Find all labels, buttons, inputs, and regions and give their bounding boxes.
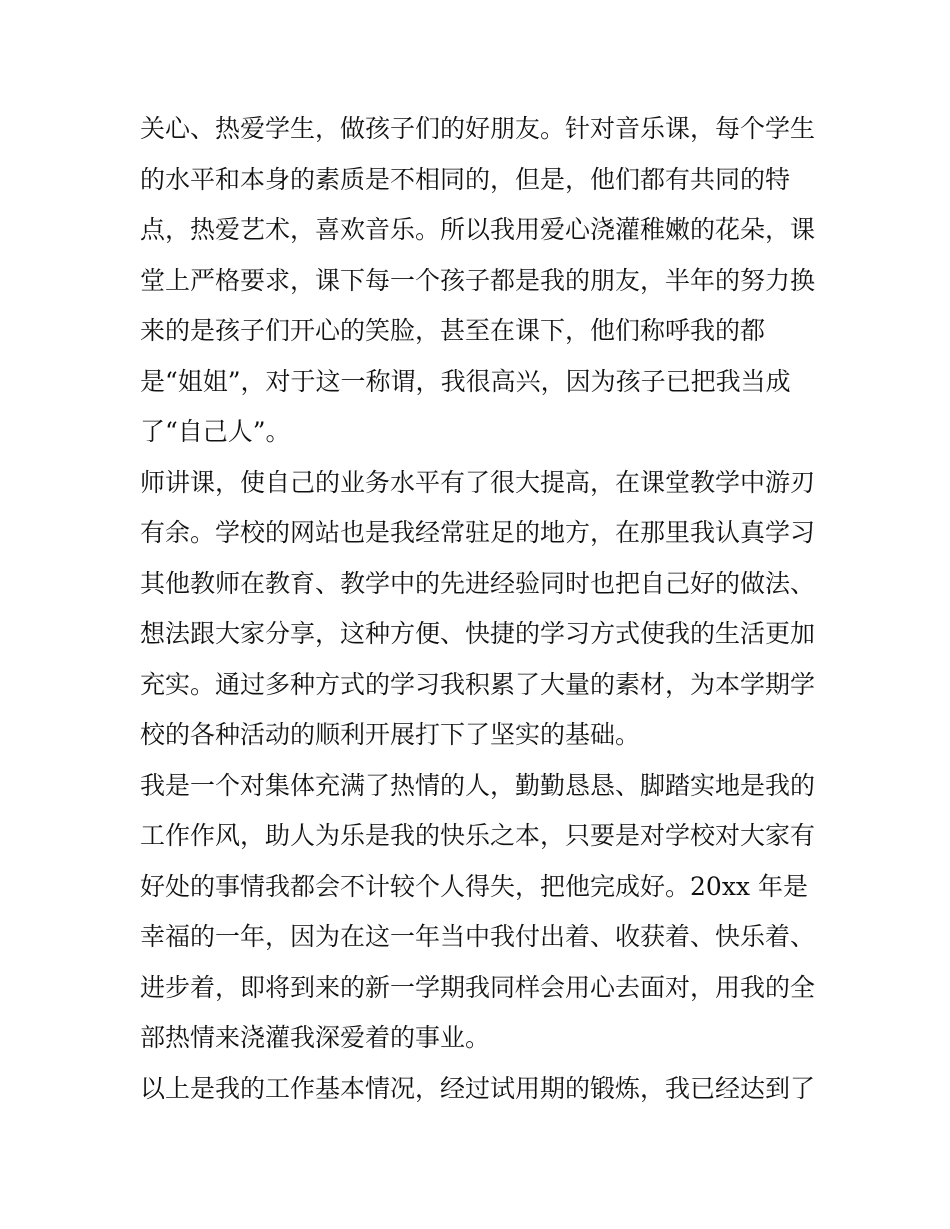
text-line: 是“姐姐”，对于这一称谓，我很高兴，因为孩子已把我当成 xyxy=(140,367,791,396)
text-line: 想法跟大家分享，这种方便、快捷的学习方式使我的生活更加 xyxy=(140,619,816,648)
text-line: 堂上严格要求，课下每一个孩子都是我的朋友，半年的努力换 xyxy=(140,266,816,295)
text-line: 点，热爱艺术，喜欢音乐。所以我用爱心浇灌稚嫩的花朵，课 xyxy=(140,215,816,244)
text-line: 校的各种活动的顺利开展打下了坚实的基础。 xyxy=(140,720,641,749)
text-line: 进步着，即将到来的新一学期我同样会用心去面对，用我的全 xyxy=(140,973,816,1002)
text-line: 来的是孩子们开心的笑脸，甚至在课下，他们称呼我的都 xyxy=(140,316,766,345)
text-line: 部热情来浇灌我深爱着的事业。 xyxy=(140,1023,491,1052)
text-line: 关心、热爱学生，做孩子们的好朋友。针对音乐课，每个学生 xyxy=(140,114,816,143)
text-line: 以上是我的工作基本情况，经过试用期的锻炼，我已经达到了 xyxy=(140,1074,816,1103)
text-line: 有余。学校的网站也是我经常驻足的地方，在那里我认真学习 xyxy=(140,518,816,547)
text-line: 好处的事情我都会不计较个人得失，把他完成好。20xx 年是 xyxy=(140,872,808,901)
text-line: 了“自己人”。 xyxy=(140,417,291,446)
text-line: 其他教师在教育、教学中的先进经验同时也把自己好的做法、 xyxy=(140,569,816,598)
text-line: 幸福的一年，因为在这一年当中我付出着、收获着、快乐着、 xyxy=(140,922,816,951)
text-line: 我是一个对集体充满了热情的人，勤勤恳恳、脚踏实地是我的 xyxy=(140,771,816,800)
text-line: 师讲课，使自己的业务水平有了很大提高，在课堂教学中游刃 xyxy=(140,468,816,497)
text-line: 的水平和本身的素质是不相同的，但是，他们都有共同的特 xyxy=(140,165,791,194)
text-line: 工作作风，助人为乐是我的快乐之本，只要是对学校对大家有 xyxy=(140,821,816,850)
text-line: 充实。通过多种方式的学习我积累了大量的素材，为本学期学 xyxy=(140,670,816,699)
